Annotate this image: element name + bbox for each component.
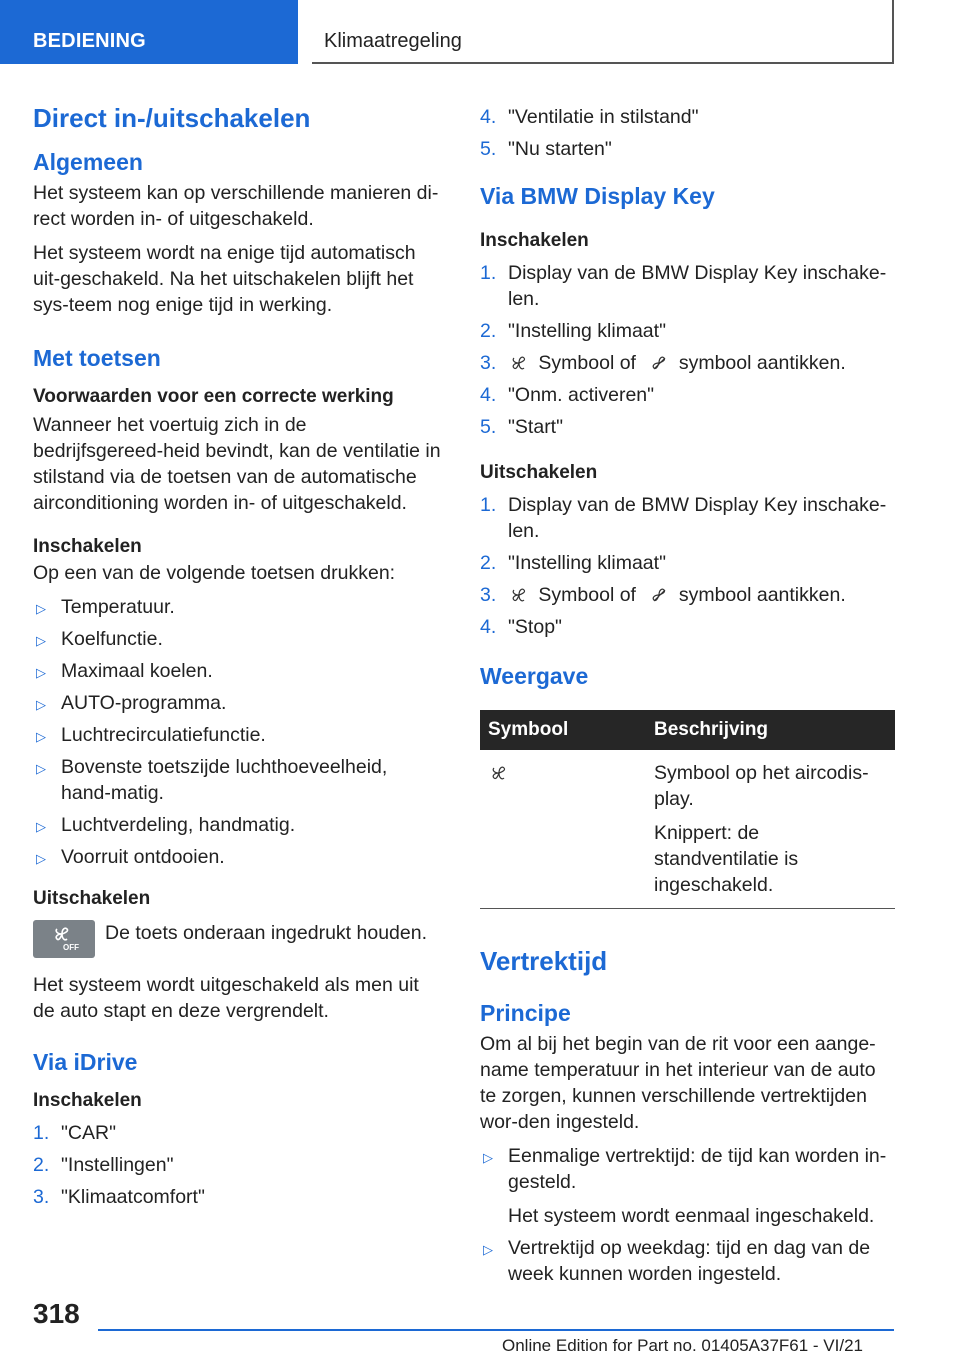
list-item: 1. Display van de BMW Display Key inschake-len. (480, 262, 887, 310)
displaykey-uit-steps (480, 492, 895, 640)
idrive-steps-continued (480, 104, 895, 162)
bullet-triangle-icon: ▷ (36, 665, 46, 680)
off-key-icon: OFF (33, 920, 95, 958)
paragraph: Het systeem wordt na enige tijd automatisch uit-geschakeld. Na het uitschakelen blijft het sys-teem nog enige tijd in werking. (33, 242, 416, 316)
paragraph: Op een van de volgende toetsen drukken: (33, 562, 396, 584)
list-item: 3. Symbool of symbool aantikken. (480, 584, 846, 606)
list-item: 4. "Stop" (480, 616, 562, 638)
toetsen-list (33, 594, 441, 870)
list-item: 5. "Nu starten" (480, 138, 612, 160)
subheading-inschakelen: Inschakelen (33, 1090, 142, 1111)
list-item: 1. Display van de BMW Display Key inschake-len. (480, 494, 887, 542)
section-title: Direct in-/uitschakelen (33, 103, 311, 133)
fan-icon (651, 355, 667, 371)
bullet-triangle-icon: ▷ (36, 761, 46, 776)
heading-algemeen: Algemeen (33, 149, 143, 175)
paragraph: Wanneer het voertuig zich in de bedrijfsgereed-heid bevindt, kan de ventilatie in stilstand via de toetsen van de automatische airconditioning worden in- of uitgeschakeld. (33, 414, 441, 514)
symbol-table (480, 710, 895, 909)
paragraph: Het systeem kan op verschillende manieren di-rect worden in- of uitgeschakeld. (33, 182, 439, 230)
table-cell-text: Symbool op het aircodis-play. (654, 762, 869, 810)
heading-met-toetsen: Met toetsen (33, 345, 161, 371)
list-item: ▷ Eenmalige vertrektijd: de tijd kan worden in-gesteld. Het systeem wordt eenmaal ingeschakeld. (483, 1145, 887, 1227)
idrive-steps (33, 1120, 441, 1210)
list-item: ▷ Maximaal koelen. (33, 658, 441, 684)
off-key-row (33, 920, 441, 958)
list-item: ▷ Bovenste toetszijde luchthoeveelheid, hand-matig. (36, 756, 388, 804)
section-title-vertrektijd: Vertrektijd (480, 946, 608, 976)
list-item: 1. "CAR" (33, 1122, 117, 1144)
list-item: ▷ Luchtrecirculatiefunctie. (33, 722, 441, 748)
list-item: 3. Symbool of symbool aantikken. (480, 352, 846, 374)
list-item: 2. "Instellingen" (33, 1154, 174, 1176)
list-item: ▷ Koelfunctie. (33, 626, 441, 652)
list-item: ▷ Temperatuur. (33, 594, 441, 620)
subheading-inschakelen: Inschakelen (33, 536, 142, 557)
header-section (0, 0, 298, 64)
list-item: ▷ AUTO-programma. (33, 690, 441, 716)
off-key-text: De toets onderaan ingedrukt houden. (105, 922, 427, 944)
subheading-voorwaarden: Voorwaarden voor een correcte werking (33, 386, 394, 407)
bullet-triangle-icon: ▷ (36, 633, 46, 648)
table-header: Beschrijving (646, 710, 895, 750)
footer-divider (98, 1329, 894, 1331)
paragraph: Het systeem wordt uitgeschakeld als men uit de auto stapt en deze vergrendelt. (33, 974, 419, 1022)
list-item: ▷ Vertrektijd op weekdag: tijd en dag van de week kunnen worden ingesteld. (483, 1237, 871, 1285)
subheading-uitschakelen: Uitschakelen (480, 462, 598, 483)
heading-via-idrive: Via iDrive (33, 1049, 138, 1075)
list-item: ▷ Luchtverdeling, handmatig. (33, 812, 441, 838)
displaykey-in-steps (480, 260, 895, 440)
left-column (33, 100, 441, 1222)
header-chapter-label: Klimaatregeling (324, 30, 462, 52)
list-item: 4. "Ventilatie in stilstand" (480, 106, 699, 128)
footer-edition: Online Edition for Part no. 01405A37F61 - VI/21 (502, 1336, 864, 1355)
page-number: 318 (33, 1298, 80, 1329)
bullet-triangle-icon: ▷ (483, 1150, 493, 1165)
list-item: 4. "Onm. activeren" (480, 384, 655, 406)
bullet-triangle-icon: ▷ (483, 1242, 493, 1257)
fan-icon (511, 355, 527, 371)
bullet-triangle-icon: ▷ (36, 729, 46, 744)
subheading-inschakelen: Inschakelen (480, 230, 589, 251)
list-item: 2. "Instelling klimaat" (480, 320, 666, 342)
fan-icon (511, 587, 527, 603)
vertrek-list (480, 1143, 895, 1287)
heading-principe: Principe (480, 1000, 571, 1026)
paragraph: Om al bij het begin van de rit voor een aange-name temperatuur in het interieur van de auto te zorgen, kunnen verschillende vertrektijden wor-den ingesteld. (480, 1033, 876, 1133)
heading-weergave: Weergave (480, 663, 589, 689)
header-section-label: BEDIENING (33, 30, 146, 52)
bullet-triangle-icon: ▷ (36, 851, 46, 866)
table-header: Symbool (480, 710, 646, 750)
list-item: 5. "Start" (480, 416, 564, 438)
list-item: 2. "Instelling klimaat" (480, 552, 666, 574)
fan-icon (491, 765, 507, 781)
subheading-uitschakelen: Uitschakelen (33, 888, 151, 909)
bullet-triangle-icon: ▷ (36, 601, 46, 616)
bullet-triangle-icon: ▷ (36, 697, 46, 712)
header-chapter (312, 0, 894, 64)
table-cell-text: Knippert: de standventilatie is ingeschakeld. (654, 822, 799, 896)
fan-icon (651, 587, 667, 603)
heading-display-key: Via BMW Display Key (480, 183, 715, 209)
list-item: ▷ Voorruit ontdooien. (33, 844, 441, 870)
bullet-triangle-icon: ▷ (36, 819, 46, 834)
list-item: 3. "Klimaatcomfort" (33, 1186, 205, 1208)
right-column (480, 104, 895, 1299)
table-row (480, 750, 895, 909)
